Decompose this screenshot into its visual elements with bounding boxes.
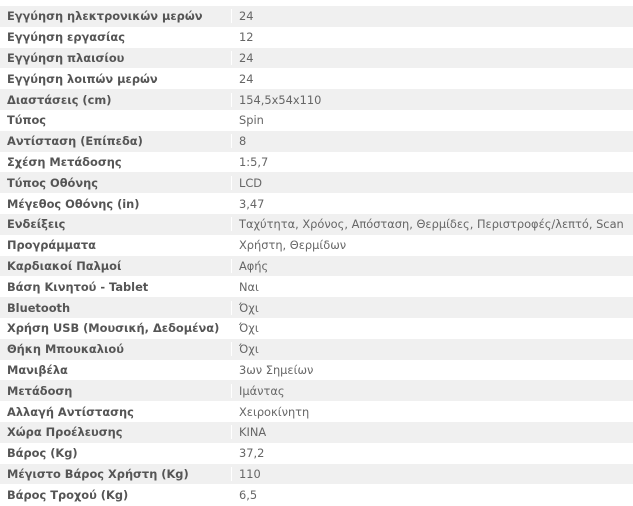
spec-label: Ενδείξεις [0, 217, 232, 231]
spec-value: 24 [239, 9, 254, 24]
spec-label: Βάρος Τροχού (Kg) [0, 488, 232, 502]
spec-label: Εγγύηση εργασίας [0, 30, 232, 44]
spec-value: LCD [239, 175, 263, 190]
spec-value: 154,5x54x110 [239, 92, 322, 107]
spec-row [0, 339, 633, 360]
spec-value: Spin [239, 113, 264, 128]
spec-row [0, 401, 633, 422]
spec-row [0, 318, 633, 339]
spec-label: Χρήση USB (Μουσική, Δεδομένα) [0, 321, 232, 335]
spec-label: Βάρος (Kg) [0, 446, 232, 460]
spec-label: Bluetooth [0, 301, 232, 315]
spec-value: ΚΙΝΑ [239, 425, 267, 440]
spec-row [0, 110, 633, 131]
spec-row [0, 27, 633, 48]
specifications-table [0, 6, 633, 505]
spec-row [0, 422, 633, 443]
spec-row [0, 256, 633, 277]
spec-row [0, 131, 633, 152]
spec-row [0, 193, 633, 214]
spec-label: Σχέση Μετάδοσης [0, 155, 232, 169]
spec-row [0, 48, 633, 69]
spec-value: Όχι [239, 321, 259, 336]
spec-row [0, 380, 633, 401]
spec-label: Εγγύηση λοιπών μερών [0, 72, 232, 86]
spec-label: Καρδιακοί Παλμοί [0, 259, 232, 273]
spec-value: 12 [239, 30, 254, 45]
spec-row [0, 6, 633, 27]
spec-row [0, 68, 633, 89]
spec-row [0, 89, 633, 110]
spec-row [0, 152, 633, 173]
spec-label: Αντίσταση (Επίπεδα) [0, 134, 232, 148]
spec-label: Τύπος [0, 113, 232, 127]
spec-value: Όχι [239, 342, 259, 357]
spec-value: 6,5 [239, 487, 258, 502]
spec-row [0, 464, 633, 485]
spec-label: Τύπος Οθόνης [0, 176, 232, 190]
spec-label: Μέγιστο Βάρος Χρήστη (Kg) [0, 467, 232, 481]
spec-label: Μετάδοση [0, 384, 232, 398]
spec-value: Ταχύτητα, Χρόνος, Απόσταση, Θερμίδες, Περιστροφές/λεπτό, Scan [239, 217, 624, 232]
spec-label: Εγγύηση ηλεκτρονικών μερών [0, 9, 232, 23]
spec-label: Μέγεθος Οθόνης (in) [0, 197, 232, 211]
spec-value: Ναι [239, 279, 259, 294]
spec-label: Διαστάσεις (cm) [0, 93, 232, 107]
spec-row [0, 276, 633, 297]
spec-value: 3,47 [239, 196, 265, 211]
spec-label: Εγγύηση πλαισίου [0, 51, 232, 65]
spec-label: Μανιβέλα [0, 363, 232, 377]
spec-label: Βάση Κινητού - Tablet [0, 280, 232, 294]
spec-value: 24 [239, 50, 254, 65]
spec-row [0, 360, 633, 381]
spec-value: 37,2 [239, 446, 265, 461]
spec-value: Όχι [239, 300, 259, 315]
spec-row [0, 297, 633, 318]
spec-label: Αλλαγή Αντίστασης [0, 405, 232, 419]
spec-value: 3ων Σημείων [239, 362, 314, 377]
spec-value: Χειροκίνητη [239, 404, 310, 419]
spec-row [0, 235, 633, 256]
spec-row [0, 443, 633, 464]
spec-row [0, 214, 633, 235]
spec-value: 1:5,7 [239, 154, 269, 169]
spec-label: Θήκη Μπουκαλιού [0, 342, 232, 356]
spec-label: Προγράμματα [0, 238, 232, 252]
spec-value: Αφής [239, 258, 269, 273]
spec-value: 24 [239, 71, 254, 86]
spec-value: 110 [239, 466, 261, 481]
spec-value: Χρήστη, Θερμίδων [239, 238, 347, 253]
spec-value: 8 [239, 134, 247, 149]
spec-label: Χώρα Προέλευσης [0, 425, 232, 439]
spec-row [0, 172, 633, 193]
spec-row [0, 484, 633, 505]
spec-value: Ιμάντας [239, 383, 285, 398]
